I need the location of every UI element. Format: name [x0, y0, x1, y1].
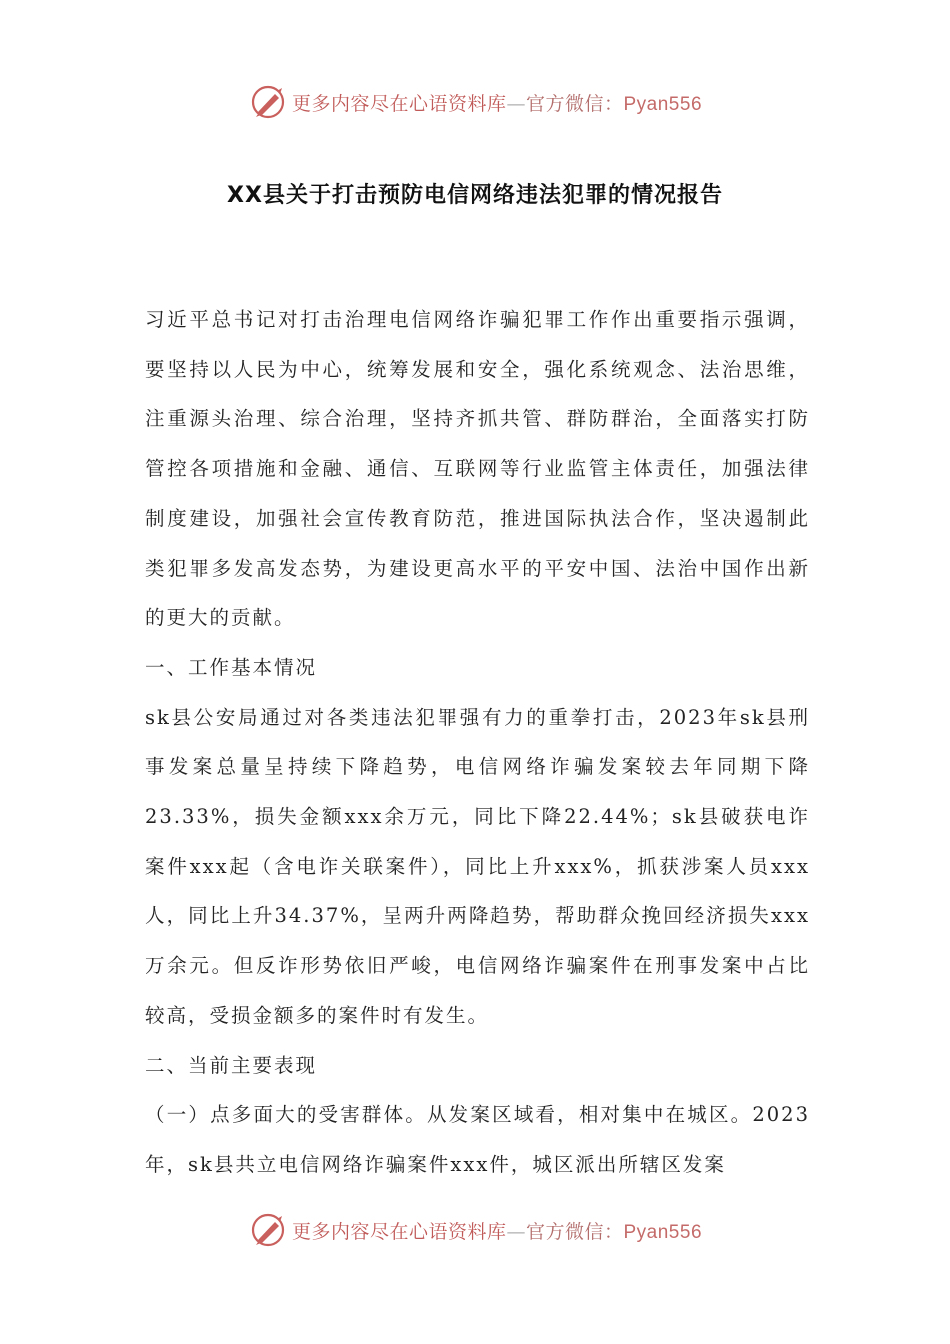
watermark-text — [292, 1217, 702, 1244]
section-heading-1: 一、工作基本情况 — [145, 655, 318, 679]
watermark-dash: — — [506, 1220, 526, 1243]
paragraph-victims: （一）点多面大的受害群体。从发案区域看，相对集中在城区。2023年，sk县共立电信网络诈骗案件xxx件，城区派出所辖区发案 — [145, 1103, 810, 1176]
section-heading-2: 二、当前主要表现 — [145, 1053, 318, 1077]
paragraph-intro: 习近平总书记对打击治理电信网络诈骗犯罪工作作出重要指示强调，要坚持以人民为中心，统筹发展和安全，强化系统观念、法治思维，注重源头治理、综合治理，坚持齐抓共管、群防群治，全面落实打防管控各项措施和金融、通信、互联网等行业监管主体责任，加强法律制度建设，加强社会宣传教育防范，推进国际执法合作，坚决遏制此类犯罪多发高发态势，为建设更高水平的平安中国、法治中国作出新的更大的贡献。 — [145, 308, 810, 630]
document-title: XX县关于打击预防电信网络违法犯罪的情况报告 — [227, 183, 723, 208]
watermark-wechat-id: Pyan556 — [623, 1221, 703, 1243]
watermark-dash: — — [506, 92, 526, 115]
watermark-text — [292, 89, 702, 116]
watermark-wechat-label: 官方微信： — [525, 1220, 624, 1243]
watermark-site: 更多内容尽在心语资料库 — [291, 1220, 507, 1243]
pen-nib-logo-icon — [248, 1210, 288, 1250]
paragraph-basic-situation: sk县公安局通过对各类违法犯罪强有力的重拳打击，2023年sk县刑事发案总量呈持续下降趋势，电信网络诈骗发案较去年同期下降23.33%，损失金额xxx余万元，同比下降22.44%；sk县破获电诈案件xxx起（含电诈关联案件），同比上升xxx%，抓获涉案人员xxx人，同比上升34.37%，呈两升两降趋势，帮助群众挽回经济损失xxx万余元。但反诈形势依旧严峻，电信网络诈骗案件在刑事发案中占比较高，受损金额多的案件时有发生。 — [145, 705, 810, 1027]
watermark-site: 更多内容尽在心语资料库 — [291, 92, 507, 115]
watermark-wechat-label: 官方微信： — [525, 92, 624, 115]
document-body — [145, 295, 810, 1190]
watermark-footer — [0, 1208, 950, 1252]
pen-nib-logo-icon — [248, 82, 288, 122]
watermark-header — [0, 80, 950, 124]
watermark-wechat-id: Pyan556 — [623, 93, 703, 115]
